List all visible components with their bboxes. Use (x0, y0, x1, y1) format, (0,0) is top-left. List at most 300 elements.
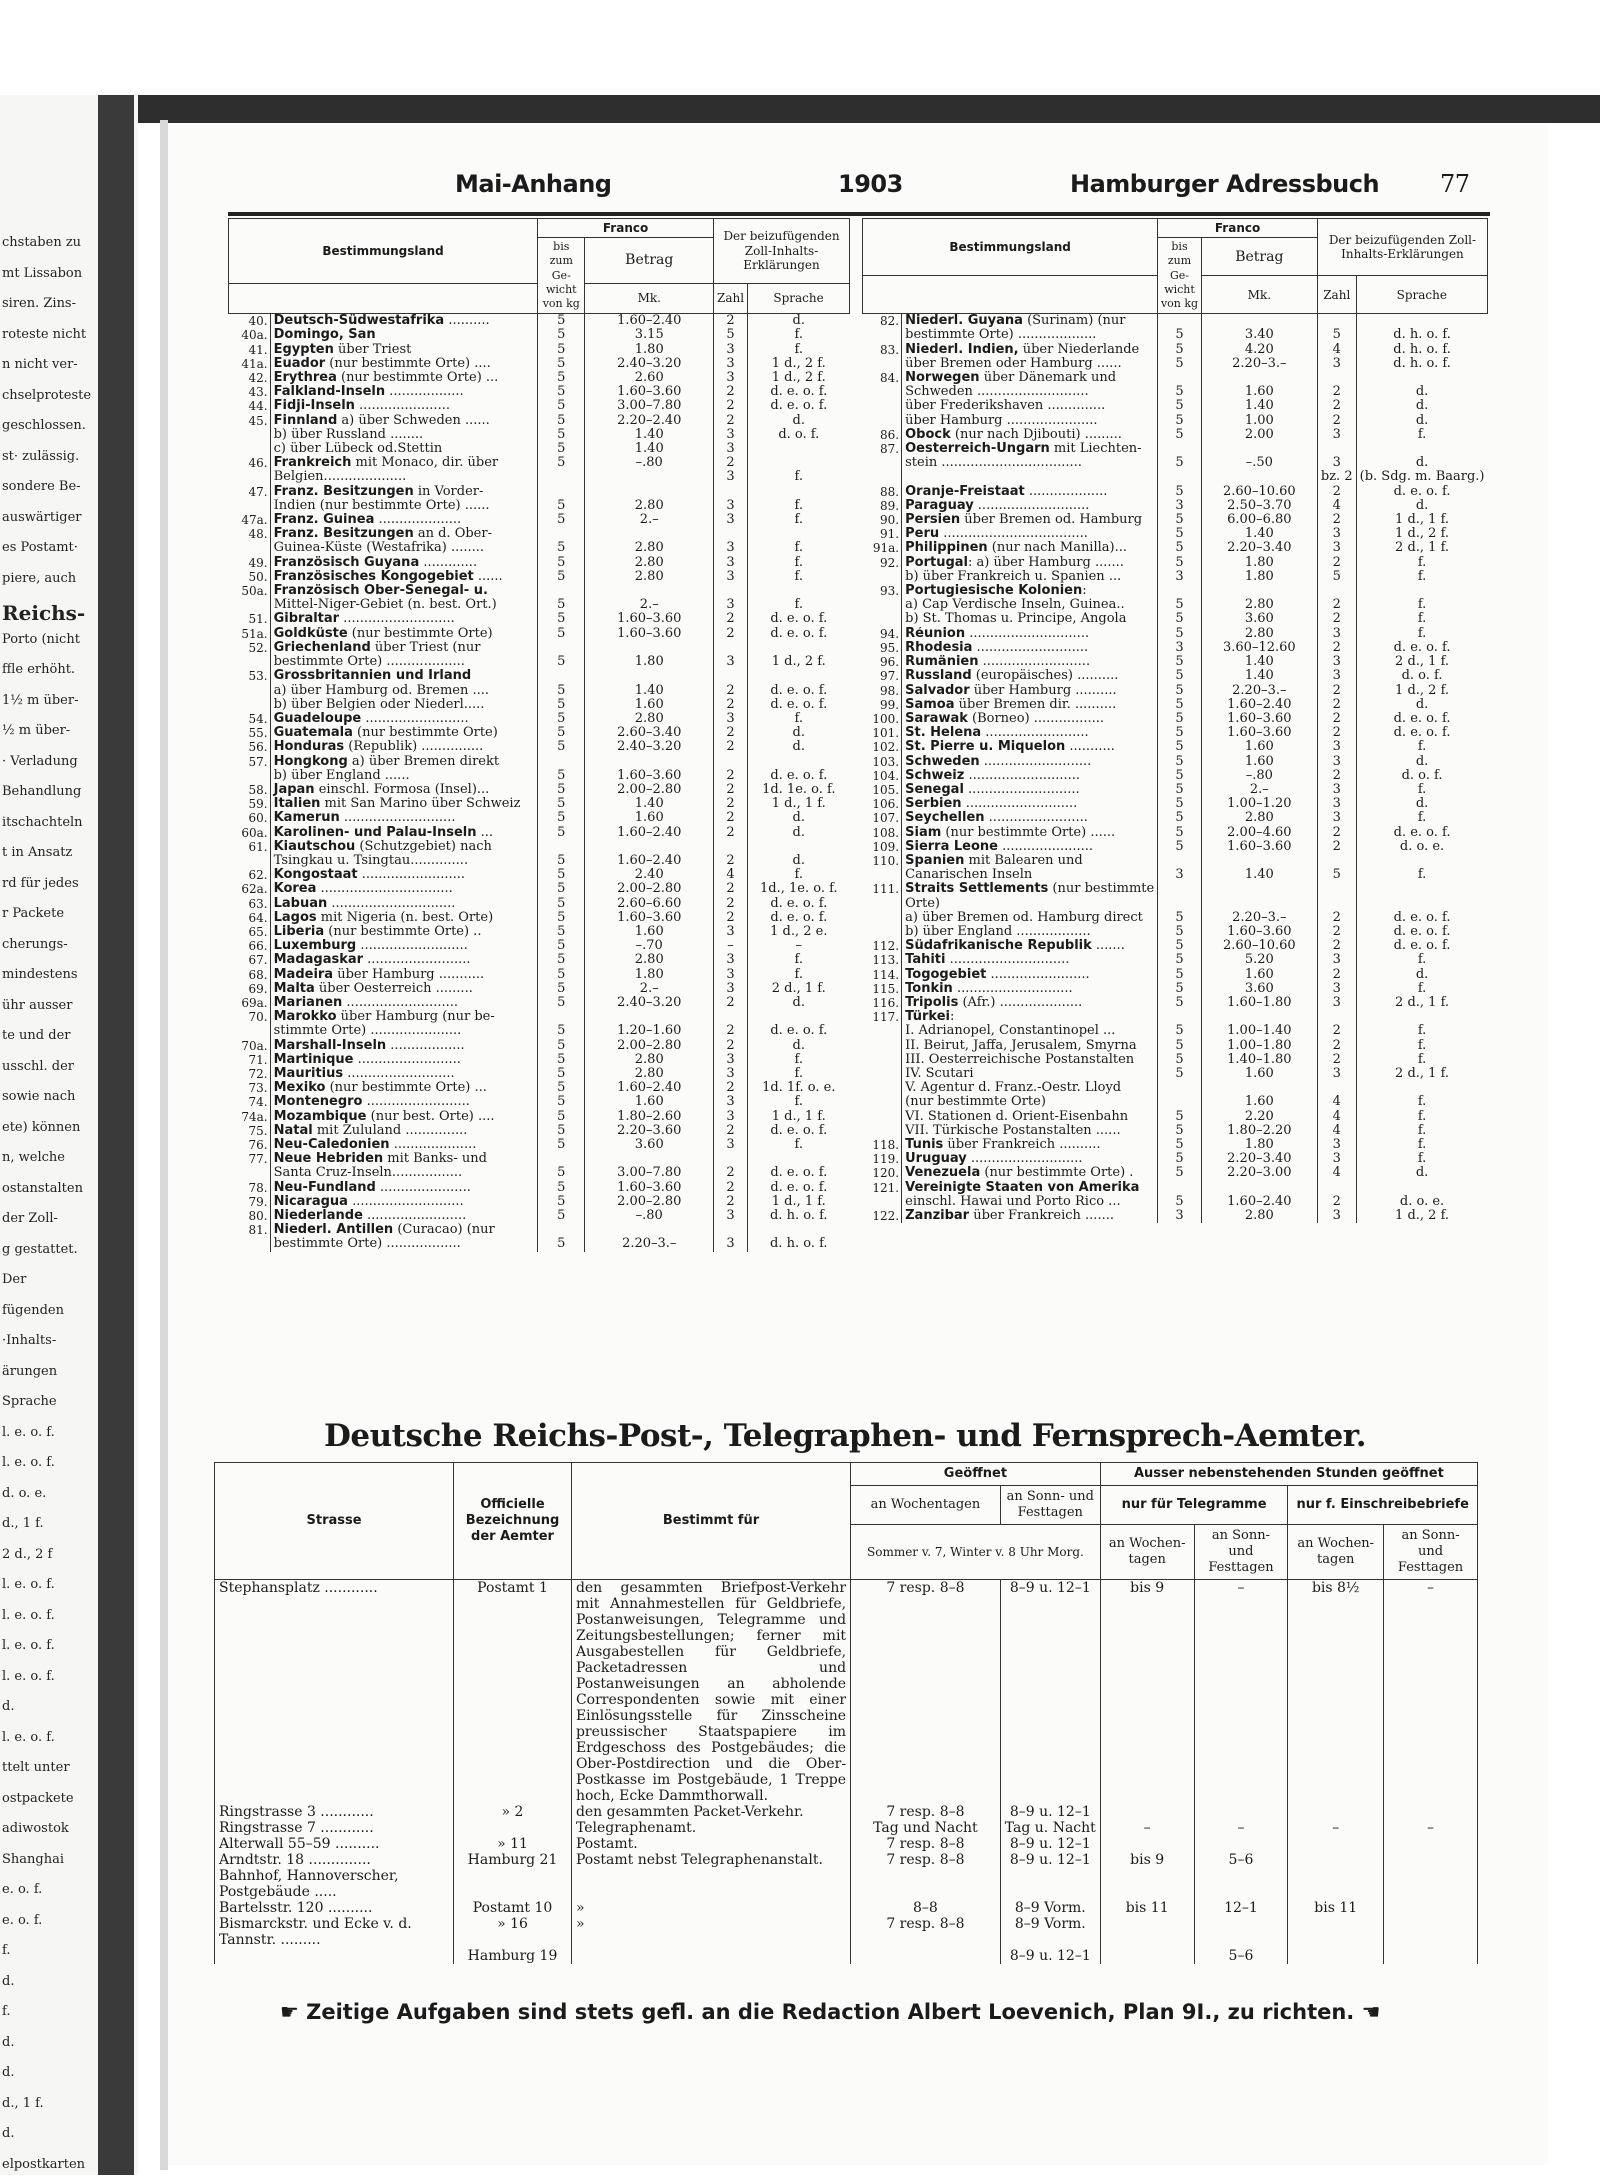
row-number: 66. (248, 939, 268, 954)
tariff-row (229, 343, 850, 357)
tariff-table-left (228, 218, 850, 1252)
row-number (229, 598, 271, 612)
language (1356, 854, 1487, 868)
language: d. e. o. f. (748, 627, 850, 641)
language: 2 d., 1 f. (1356, 655, 1487, 669)
tariff-row (863, 811, 1488, 825)
row-number: 51. (248, 612, 268, 627)
row-number: 111. (872, 882, 900, 897)
weight-kg: 5 (538, 1039, 585, 1053)
tariff-row (863, 612, 1488, 626)
tariff-row (229, 1081, 850, 1095)
left-margin-fragment: ärungen (2, 1363, 58, 1379)
tariff-row (863, 1081, 1488, 1095)
count (1317, 584, 1356, 598)
language: 1d. 1e. o. f. (748, 783, 850, 797)
count (714, 755, 748, 769)
weight-kg: 5 (538, 939, 585, 953)
row-number (863, 470, 902, 484)
country: Goldküste (nur bestimmte Orte) (270, 627, 537, 641)
country: stein .................................. (902, 456, 1158, 470)
col-sprache: Sprache (748, 283, 850, 314)
row-number: 103. (872, 754, 900, 769)
language (1356, 1081, 1487, 1095)
count: 3 (1317, 797, 1356, 811)
col-einschr-woch: an Wochen-tagen (1288, 1525, 1384, 1580)
left-margin-fragment: auswärtiger (2, 509, 82, 525)
weekday-hours (851, 1868, 1001, 1900)
weight-kg (538, 641, 585, 655)
amount-mk: 1.60 (585, 698, 714, 712)
count: 3 (1317, 527, 1356, 541)
weight-kg: 5 (1158, 1039, 1202, 1053)
row-number (863, 385, 902, 399)
count: 2 (1317, 925, 1356, 939)
left-page-bleed (0, 95, 138, 2175)
office-name: » 11 (454, 1836, 572, 1852)
telegram-weekday: – (1100, 1820, 1194, 1836)
weekday-hours: 7 resp. 8–8 (851, 1580, 1001, 1805)
country: Vereinigte Staaten von Amerika (902, 1181, 1158, 1195)
col-franco: Franco (538, 219, 714, 238)
language: d. o. f. (748, 428, 850, 442)
country: Labuan .............................. (270, 897, 537, 911)
country: Mexiko (nur bestimmte Orte) ... (270, 1081, 537, 1095)
country: b) St. Thomas u. Principe, Angola (902, 612, 1158, 626)
language: d. (1356, 414, 1487, 428)
weight-kg: 5 (538, 996, 585, 1010)
weight-kg: 5 (1158, 556, 1202, 570)
left-margin-fragment: e. o. f. (2, 1912, 43, 1928)
weight-kg: 5 (538, 1138, 585, 1152)
tariff-row (863, 925, 1488, 939)
tariff-row (863, 541, 1488, 555)
country: Tunis über Frankreich .......... (902, 1138, 1158, 1152)
left-margin-fragment: ffle erhöht. (2, 662, 76, 677)
tariff-row (229, 1110, 850, 1124)
tariff-row (229, 982, 850, 996)
language: d. h. o. f. (1356, 328, 1487, 342)
language: d. (1356, 755, 1487, 769)
weight-kg (538, 755, 585, 769)
country: Liberia (nur bestimmte Orte) .. (270, 925, 537, 939)
left-margin-fragment: e. o. f. (2, 1882, 43, 1897)
row-number: 115. (872, 981, 900, 996)
weight-kg: 5 (538, 1237, 585, 1251)
purpose: » (571, 1900, 850, 1916)
count: 2 (714, 996, 748, 1010)
weight-kg: 5 (1158, 797, 1202, 811)
weight-kg (538, 470, 585, 484)
weight-kg: 3 (1158, 570, 1202, 584)
country: Domingo, San (270, 328, 537, 342)
amount-mk: 1.60–3.60 (1201, 726, 1317, 740)
tariff-row (863, 343, 1488, 357)
amount-mk: 2.00–2.80 (585, 882, 714, 896)
country: Venezuela (nur bestimmte Orte) . (902, 1166, 1158, 1180)
amount-mk: 3.00–7.80 (585, 399, 714, 413)
country: Italien mit San Marino über Schweiz (270, 797, 537, 811)
tariff-row (229, 911, 850, 925)
weight-kg: 5 (538, 328, 585, 342)
tariff-table-right (862, 218, 1488, 1223)
country: Mittel-Niger-Gebiet (n. best. Ort.) (270, 598, 537, 612)
amount-mk: 2.20–2.40 (585, 414, 714, 428)
amount-mk: 1.60–1.80 (1201, 996, 1317, 1010)
weight-kg: 5 (1158, 826, 1202, 840)
tariff-row (863, 371, 1488, 385)
tariff-row (229, 612, 850, 626)
weight-kg: 5 (538, 726, 585, 740)
telegram-weekday (1100, 1836, 1194, 1852)
amount-mk: 1.60–3.60 (585, 769, 714, 783)
country: b) über Belgien oder Niederl..... (270, 698, 537, 712)
row-number: 72. (248, 1066, 268, 1081)
col-sommer-winter: Sommer v. 7, Winter v. 8 Uhr Morg. (851, 1525, 1101, 1580)
count: 2 (1317, 612, 1356, 626)
language: 2 d., 1 f. (1356, 996, 1487, 1010)
row-number: 40a. (241, 328, 268, 343)
left-margin-fragment: f. (2, 2004, 11, 2019)
weight-kg: 5 (1158, 456, 1202, 470)
weight-kg: 5 (538, 811, 585, 825)
count: bz. 2 (1317, 470, 1356, 484)
col-bestimmt: Bestimmt für (571, 1463, 850, 1580)
weight-kg: 5 (538, 414, 585, 428)
count: 2 (1317, 1195, 1356, 1209)
amount-mk: 1.60–3.60 (585, 911, 714, 925)
count: 3 (714, 1138, 748, 1152)
country: Canarischen Inseln (902, 868, 1158, 882)
row-number (863, 925, 902, 939)
amount-mk: 1.60–2.40 (585, 314, 714, 329)
amount-mk: 1.40 (585, 442, 714, 456)
amount-mk: 1.60–3.60 (1201, 712, 1317, 726)
country: Luxemburg .......................... (270, 939, 537, 953)
country: Obock (nur nach Djibouti) ......... (902, 428, 1158, 442)
language: f. (1356, 783, 1487, 797)
telegram-sunday: 12–1 (1194, 1900, 1288, 1916)
row-number: 46. (248, 456, 268, 471)
row-number: 65. (248, 924, 268, 939)
amount-mk: 1.60–3.60 (585, 385, 714, 399)
office-row (215, 1916, 1478, 1948)
count: 2 (1317, 712, 1356, 726)
weight-kg: 5 (1158, 996, 1202, 1010)
amount-mk: –.80 (585, 1209, 714, 1223)
country: Schweden ........................... (902, 385, 1158, 399)
weight-kg: 5 (1158, 1110, 1202, 1124)
amount-mk: 1.40 (1201, 669, 1317, 683)
office-name (454, 1868, 572, 1900)
col-bis-gewicht: bis zum Ge-wicht von kg (1158, 238, 1202, 314)
row-number: 69a. (241, 995, 268, 1010)
weight-kg: 3 (1158, 1209, 1202, 1223)
country: Malta über Oesterreich ......... (270, 982, 537, 996)
language: d. o. f. (1356, 769, 1487, 783)
tariff-row (229, 570, 850, 584)
row-number (863, 911, 902, 925)
row-number (863, 1124, 902, 1138)
count: 2 (1317, 1039, 1356, 1053)
weight-kg (1158, 1081, 1202, 1095)
amount-mk: 3.60 (585, 1138, 714, 1152)
amount-mk: 3.60 (1201, 612, 1317, 626)
tariff-row (863, 939, 1488, 953)
col-erklaerungen: Der beizufügenden Zoll-Inhalts-Erklärungen (714, 219, 850, 284)
amount-mk: 2.60 (585, 371, 714, 385)
count: 2 (714, 698, 748, 712)
language: d. h. o. f. (748, 1209, 850, 1223)
weight-kg: 5 (1158, 698, 1202, 712)
language: f. (748, 598, 850, 612)
row-number: 89. (880, 498, 900, 513)
amount-mk: 2.80 (585, 1053, 714, 1067)
tariff-row (229, 584, 850, 598)
country: Frankreich mit Monaco, dir. über (270, 456, 537, 470)
weight-kg: 5 (1158, 527, 1202, 541)
left-margin-fragment: l. e. o. f. (2, 1668, 55, 1684)
count: 3 (714, 968, 748, 982)
language (748, 442, 850, 456)
amount-mk: 2.20–3.– (1201, 911, 1317, 925)
language: d. (1356, 499, 1487, 513)
language: 1 d., 1 f. (1356, 513, 1487, 527)
country: einschl. Hawai und Porto Rico ... (902, 1195, 1158, 1209)
row-number: 116. (872, 995, 900, 1010)
weight-kg: 5 (538, 1209, 585, 1223)
tariff-row (863, 783, 1488, 797)
left-margin-fragment: l. e. o. f. (2, 1424, 55, 1440)
row-number: 90. (880, 513, 900, 528)
weight-kg: 5 (538, 442, 585, 456)
registered-sunday (1384, 1868, 1478, 1900)
language (748, 840, 850, 854)
row-number: 58. (248, 782, 268, 797)
language: d. e. o. f. (748, 897, 850, 911)
country: Montenegro ......................... (270, 1095, 537, 1109)
left-margin-fragment: d. (2, 2065, 15, 2080)
language: 1 d., 2 f. (1356, 527, 1487, 541)
tariff-row (863, 598, 1488, 612)
amount-mk: 1.80 (1201, 556, 1317, 570)
row-number (863, 1195, 902, 1209)
weight-kg: 5 (538, 612, 585, 626)
sunday-hours: 8–9 u. 12–1 (1000, 1804, 1100, 1820)
language: d. (1356, 1166, 1487, 1180)
amount-mk: 2.80 (585, 570, 714, 584)
tariff-row (863, 1152, 1488, 1166)
weight-kg (1158, 854, 1202, 868)
tariff-row (229, 811, 850, 825)
row-number: 62a. (241, 882, 268, 897)
purpose: Postamt nebst Telegraphenanstalt. (571, 1852, 850, 1868)
amount-mk: 2.50–3.70 (1201, 499, 1317, 513)
weight-kg (538, 527, 585, 541)
left-margin-fragment: ühr ausser (2, 997, 73, 1013)
col-bis-gewicht: bis zum Ge-wicht von kg (538, 238, 585, 314)
row-number (229, 470, 271, 484)
count: 3 (714, 357, 748, 371)
row-number (863, 1053, 902, 1067)
language: d. e. o. f. (1356, 485, 1487, 499)
country: Straits Settlements (nur bestimmte (902, 882, 1158, 896)
country: c) über Lübeck od.Stettin (270, 442, 537, 456)
country: Serbien ........................... (902, 797, 1158, 811)
telegram-sunday: – (1194, 1580, 1288, 1805)
weekday-hours: Tag und Nacht (851, 1820, 1001, 1836)
left-margin-fragment: mindestens (2, 967, 78, 982)
count: 2 (1317, 840, 1356, 854)
language: 1 d., 2 e. (748, 925, 850, 939)
tariff-row (229, 854, 850, 868)
country: Oesterreich-Ungarn mit Liechten- (902, 442, 1158, 456)
weekday-hours: 7 resp. 8–8 (851, 1804, 1001, 1820)
left-margin-fragment: Sprache (2, 1394, 57, 1409)
amount-mk (1201, 882, 1317, 896)
left-margin-fragment: d., 1 f. (2, 1516, 44, 1531)
col-bestimmungsland: Bestimmungsland (863, 219, 1158, 276)
weight-kg: 5 (1158, 357, 1202, 371)
left-margin-fragment: piere, auch (2, 570, 77, 586)
weight-kg: 5 (1158, 1138, 1202, 1152)
amount-mk: 1.40 (585, 428, 714, 442)
weight-kg: 5 (538, 712, 585, 726)
tariff-row (229, 1181, 850, 1195)
weight-kg: 5 (538, 385, 585, 399)
amount-mk: 1.80 (585, 968, 714, 982)
col-zahl: Zahl (1317, 276, 1356, 314)
weight-kg: 5 (1158, 428, 1202, 442)
tariff-row (863, 1110, 1488, 1124)
country: Zanzibar über Frankreich ....... (902, 1209, 1158, 1223)
tariff-row (863, 1067, 1488, 1081)
tariff-row (229, 953, 850, 967)
count: 3 (714, 541, 748, 555)
amount-mk (1201, 470, 1317, 484)
amount-mk: 3.15 (585, 328, 714, 342)
left-margin-fragment: d. (2, 1973, 15, 1989)
left-margin-fragment: d. (2, 2126, 15, 2141)
amount-mk (1201, 897, 1317, 911)
country: Natal mit Zululand ............... (270, 1124, 537, 1138)
left-margin-fragment: Porto (nicht (2, 631, 80, 647)
tariff-row (863, 570, 1488, 584)
count: 2 (1317, 684, 1356, 698)
weight-kg: 5 (1158, 811, 1202, 825)
amount-mk: 1.80–2.60 (585, 1110, 714, 1124)
row-number: 43. (248, 385, 268, 400)
purpose (571, 1868, 850, 1900)
count: 2 (714, 882, 748, 896)
weight-kg: 5 (1158, 328, 1202, 342)
count: 3 (714, 371, 748, 385)
left-margin-fragment: t in Ansatz (2, 845, 73, 860)
count: 2 (714, 612, 748, 626)
tariff-row (863, 1053, 1488, 1067)
language: 1d. 1f. o. e. (748, 1081, 850, 1095)
count: 3 (1317, 428, 1356, 442)
tariff-row (863, 740, 1488, 754)
count: 4 (1317, 1110, 1356, 1124)
country: Philippinen (nur nach Manilla)... (902, 541, 1158, 555)
tariff-row (863, 385, 1488, 399)
registered-weekday (1288, 1804, 1384, 1820)
office-row (215, 1820, 1478, 1836)
tariff-row (229, 442, 850, 456)
language: f. (748, 513, 850, 527)
tariff-row (229, 527, 850, 541)
language: d. (1356, 968, 1487, 982)
count: 2 (1317, 385, 1356, 399)
weight-kg: 5 (538, 655, 585, 669)
weight-kg: 5 (538, 357, 585, 371)
country: Portugiesische Kolonien: (902, 584, 1158, 598)
language: d. (748, 740, 850, 754)
tariff-row (863, 996, 1488, 1010)
col-betrag: Betrag (585, 238, 714, 283)
language: d. e. o. f. (1356, 726, 1487, 740)
amount-mk (1201, 442, 1317, 456)
tariff-row (863, 556, 1488, 570)
language: f. (748, 1053, 850, 1067)
amount-mk: 2.80 (585, 1067, 714, 1081)
weight-kg: 5 (538, 598, 585, 612)
tariff-row (229, 925, 850, 939)
tariff-row (863, 1039, 1488, 1053)
row-number (229, 684, 271, 698)
country: Siam (nur bestimmte Orte) ...... (902, 826, 1158, 840)
tariff-row (863, 968, 1488, 982)
col-erklaerungen: Der beizufügenden Zoll-Inhalts-Erklärungen (1317, 219, 1487, 276)
street (215, 1948, 454, 1964)
tariff-row (863, 726, 1488, 740)
country: Russland (europäisches) .......... (902, 669, 1158, 683)
amount-mk: –.70 (585, 939, 714, 953)
tariff-row (863, 840, 1488, 854)
country: Franz. Besitzungen in Vorder- (270, 485, 537, 499)
row-number (863, 868, 902, 882)
count (1317, 882, 1356, 896)
count: 2 (714, 911, 748, 925)
registered-weekday: – (1288, 1820, 1384, 1836)
amount-mk: 2.80 (585, 499, 714, 513)
row-number: 70a. (241, 1038, 268, 1053)
country: VI. Stationen d. Orient-Eisenbahn (902, 1110, 1158, 1124)
amount-mk (585, 470, 714, 484)
count: 3 (714, 1095, 748, 1109)
weight-kg: 5 (1158, 740, 1202, 754)
sunday-hours: 8–9 u. 12–1 (1000, 1580, 1100, 1805)
row-number: 109. (872, 839, 900, 854)
count: 3 (1317, 953, 1356, 967)
row-number: 88. (880, 484, 900, 499)
amount-mk: 1.40 (585, 797, 714, 811)
row-number: 119. (872, 1152, 900, 1167)
language: f. (1356, 1053, 1487, 1067)
amount-mk: 1.80 (585, 343, 714, 357)
weight-kg: 5 (1158, 769, 1202, 783)
amount-mk: 1.60 (585, 811, 714, 825)
country: stimmte Orte) ...................... (270, 1024, 537, 1038)
registered-weekday (1288, 1836, 1384, 1852)
count: 4 (1317, 1095, 1356, 1109)
language: f. (748, 343, 850, 357)
row-number (229, 499, 271, 513)
country: b) über Frankreich u. Spanien ... (902, 570, 1158, 584)
count: 3 (1317, 541, 1356, 555)
count: 5 (1317, 570, 1356, 584)
